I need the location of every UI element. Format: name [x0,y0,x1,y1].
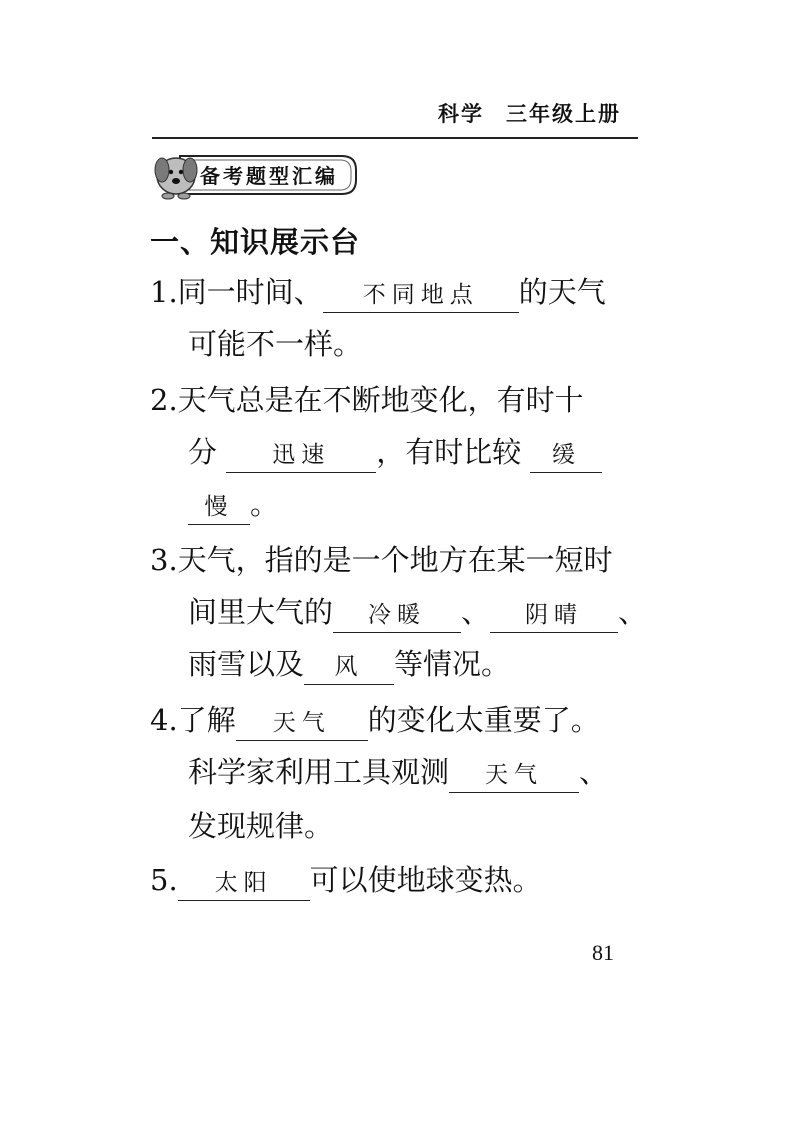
question-4-line-2 [188,752,608,793]
q5-text-1: 可以使地球变热。 [309,863,542,897]
question-5-line-1 [150,860,542,901]
q2-text-1: 天气总是在不断地变化，有时十 [177,383,584,417]
q1-text-1: 同一时间、 [177,275,323,309]
q4-text-0: 了解 [177,703,236,737]
q4-number: 4. [150,703,178,737]
page-number: 81 [592,940,614,965]
q5-number: 5. [150,863,178,897]
q3-answer-2: 阴晴 [490,598,618,633]
q1-answer-1: 不同地点 [323,278,519,313]
question-4-line-3 [188,806,333,846]
q5-answer-1: 太阳 [178,866,310,901]
header-rule [152,137,638,139]
question-3-line-2 [188,592,647,633]
question-3-line-3 [188,644,510,685]
header-grade: 三年级上册 [506,102,621,126]
section-title: 一、知识展示台 [150,225,361,259]
q3-answer-1: 冷暖 [333,598,461,633]
question-1-line-2 [188,324,362,364]
q3-number: 3. [150,543,178,577]
q4-text-2: 科学家利用工具观测 [188,755,450,789]
q2-text-4: 。 [250,487,280,521]
q4-text-3: 、 [579,755,609,789]
q2-answer-2a: 缓 [530,438,602,473]
header-subject: 科学 [438,102,484,126]
q2-text-2: 分 [188,435,218,469]
q3-text-4: 、 [618,595,648,629]
q2-answer-2b: 慢 [188,490,250,525]
badge-label: 备考题型汇编 [200,164,338,188]
q1-number: 1. [150,275,178,309]
q4-answer-1: 天气 [236,706,368,741]
question-1-line-1 [150,272,606,313]
question-2-line-2 [188,432,602,473]
q3-text-5: 雨雪以及 [188,647,305,681]
question-2-line-1 [150,380,584,420]
q1-text-2: 的天气 [518,275,606,309]
q1-text-3: 可能不一样。 [188,327,363,361]
q2-text-3: ，有时比较 [376,435,522,469]
q2-number: 2. [150,383,178,417]
q3-text-2: 间里大气的 [188,595,334,629]
q3-text-6: 等情况。 [394,647,511,681]
question-3-line-1 [150,540,613,580]
q3-text-3: 、 [461,595,491,629]
q4-text-1: 的变化太重要了。 [367,703,600,737]
q3-text-1: 天气，指的是一个地方在某一短时 [177,543,613,577]
q3-answer-3: 风 [304,650,394,685]
q2-answer-1: 迅速 [226,438,376,473]
q4-answer-2: 天气 [449,758,579,793]
question-2-line-3 [188,484,279,525]
question-4-line-1 [150,700,600,741]
q4-text-4: 发现规律。 [188,809,334,843]
page-header [438,98,621,128]
